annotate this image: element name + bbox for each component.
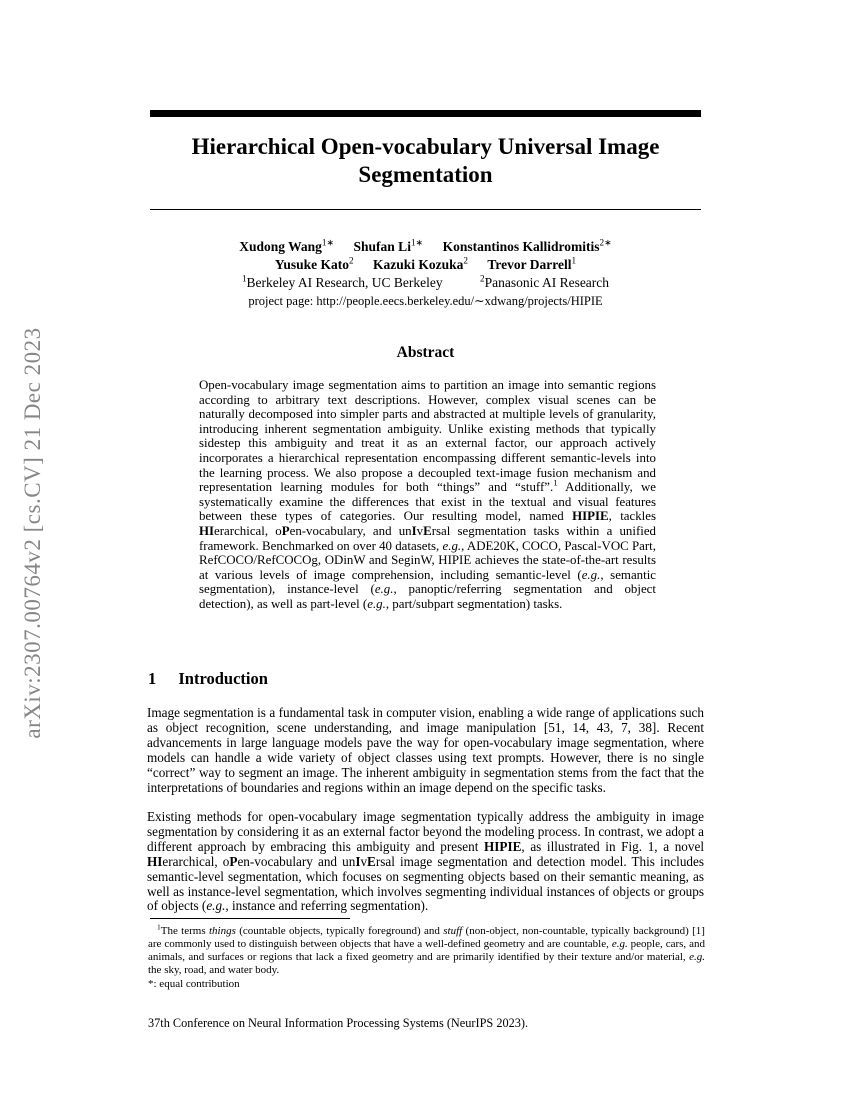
section-heading-introduction — [148, 669, 268, 689]
author-affiliation-mark: 1 — [571, 255, 577, 265]
affiliation-text: Berkeley AI Research, UC Berkeley — [246, 275, 443, 290]
intro-paragraph-2: Existing methods for open-vocabulary image segmentation typically address the ambiguity in image segmentation by considering it as an external factor beyond the modeling process. In contrast, we adopt a different approach by embracing this ambiguity and present HIPIE, as illustrated in Fig. 1, a novel HIerarchical, oPen-vocabulary and unIvErsal image segmentation and detection model. This includes semantic-level segmentation, which focuses on segmenting objects based on their semantic meaning, as well as instance-level segmentation, which involves segmenting individual instances of objects or groups of objects (e.g., instance and referring segmentation). — [147, 809, 704, 914]
author-name: Yusuke Kato — [274, 256, 350, 272]
author — [487, 257, 576, 272]
author-name: Trevor Darrell — [487, 256, 572, 272]
paper-title — [150, 133, 701, 189]
author-affiliation-mark: 1∗ — [321, 237, 335, 248]
project-page-link[interactable]: project page: http://people.eecs.berkeley.edu/∼xdwang/projects/HIPIE — [248, 293, 603, 308]
author — [239, 239, 334, 254]
affiliation-text: Panasonic AI Research — [484, 275, 610, 290]
conference-footer: 37th Conference on Neural Information Processing Systems (NeurIPS 2023). — [148, 1016, 529, 1030]
author-name: Kazuki Kozuka — [373, 256, 464, 272]
author-row-1 — [150, 238, 701, 256]
author-row-2 — [150, 256, 701, 274]
title-rule — [150, 209, 701, 210]
author-name: Konstantinos Kallidromitis — [442, 239, 600, 254]
author-affiliation-mark: 2 — [463, 255, 469, 265]
author-name: Xudong Wang — [239, 239, 322, 254]
affiliations-row — [150, 274, 701, 292]
affiliation-mark: 2 — [479, 273, 485, 284]
top-rule — [150, 110, 701, 117]
author-affiliation-mark: 2 — [349, 255, 354, 265]
abstract-text: Open-vocabulary image segmentation aims to partition an image into semantic regions according to arbitrary text descriptions. However, complex visual scenes can be naturally decomposed into simpler parts and abstracted at multiple levels of granularity, introducing inherent segmentation ambiguity. Unlike existing methods that typically sidestep this ambiguity and treat it as an external factor, our approach actively incorporates a hierarchical representation encompassing different semantic-levels into the learning process. We also propose a decoupled text-image fusion mechanism and representation learning modules for both “things” and “stuff”.$^1$ Additionally, we systematically examine the differences that exist in the textual and visual features between these types of categories. Our resulting model, named HIPIE, tackles HIerarchical, oPen-vocabulary, and unIvErsal segmentation tasks within a unified framework. Benchmarked on over 40 datasets, e.g., ADE20K, COCO, Pascal-VOC Part, RefCOCO/RefCOCOg, ODinW and SeginW, HIPIE achieves the state-of-the-art results at various levels of image comprehension, including semantic-level (e.g., semantic segmentation), instance-level (e.g., panoptic/referring segmentation and object detection), as well as part-level (e.g., part/subpart segmentation) tasks. — [199, 378, 656, 611]
author-name: Shufan Li — [353, 239, 411, 254]
author — [275, 257, 354, 272]
author — [443, 239, 612, 254]
footnote-1: $^1$The terms things (countable objects, typically foreground) and stuff (non-object, non-countable, typically background) [1] are commonly used to distinguish between objects that have a well-defined geometry and are countable, e.g. people, cars, and animals, and surfaces or regions that lack a fixed geometry and are primarily identified by their texture and/or material, e.g. the sky, road, and water body. — [148, 922, 706, 976]
footnote-equal-contribution: *: equal contribution — [148, 978, 240, 990]
section-title: Introduction — [178, 669, 268, 688]
author-affiliation-mark: 1∗ — [410, 237, 424, 248]
arxiv-watermark: arXiv:2307.00764v2 [cs.CV] 21 Dec 2023 — [20, 327, 45, 739]
abstract-heading: Abstract — [396, 344, 455, 361]
affiliation — [480, 275, 609, 290]
intro-paragraph-1: Image segmentation is a fundamental task in computer vision, enabling a wide range of applications such as object recognition, scene understanding, and image manipulation [51, 14, 43, 7, 38]. Recent advancements in large language models pave the way for open-vocabulary image segmentation, where models can handle a wide variety of object classes using text prompts. However, there is no single “correct” way to segment an image. The inherent ambiguity in segmentation stems from the fact that the interpretations of boundaries and regions within an image depend on the specific tasks. — [147, 705, 704, 795]
author-block — [150, 238, 701, 310]
section-number: 1 — [148, 669, 157, 688]
title-line-1: Hierarchical Open-vocabulary Universal Image — [191, 134, 660, 159]
affiliation-mark: 1 — [241, 273, 247, 284]
author — [373, 257, 468, 272]
title-line-2: Segmentation — [358, 162, 493, 187]
author — [354, 239, 424, 254]
footnote-rule — [150, 918, 350, 919]
author-affiliation-mark: 2∗ — [599, 237, 612, 248]
affiliation — [242, 275, 443, 290]
